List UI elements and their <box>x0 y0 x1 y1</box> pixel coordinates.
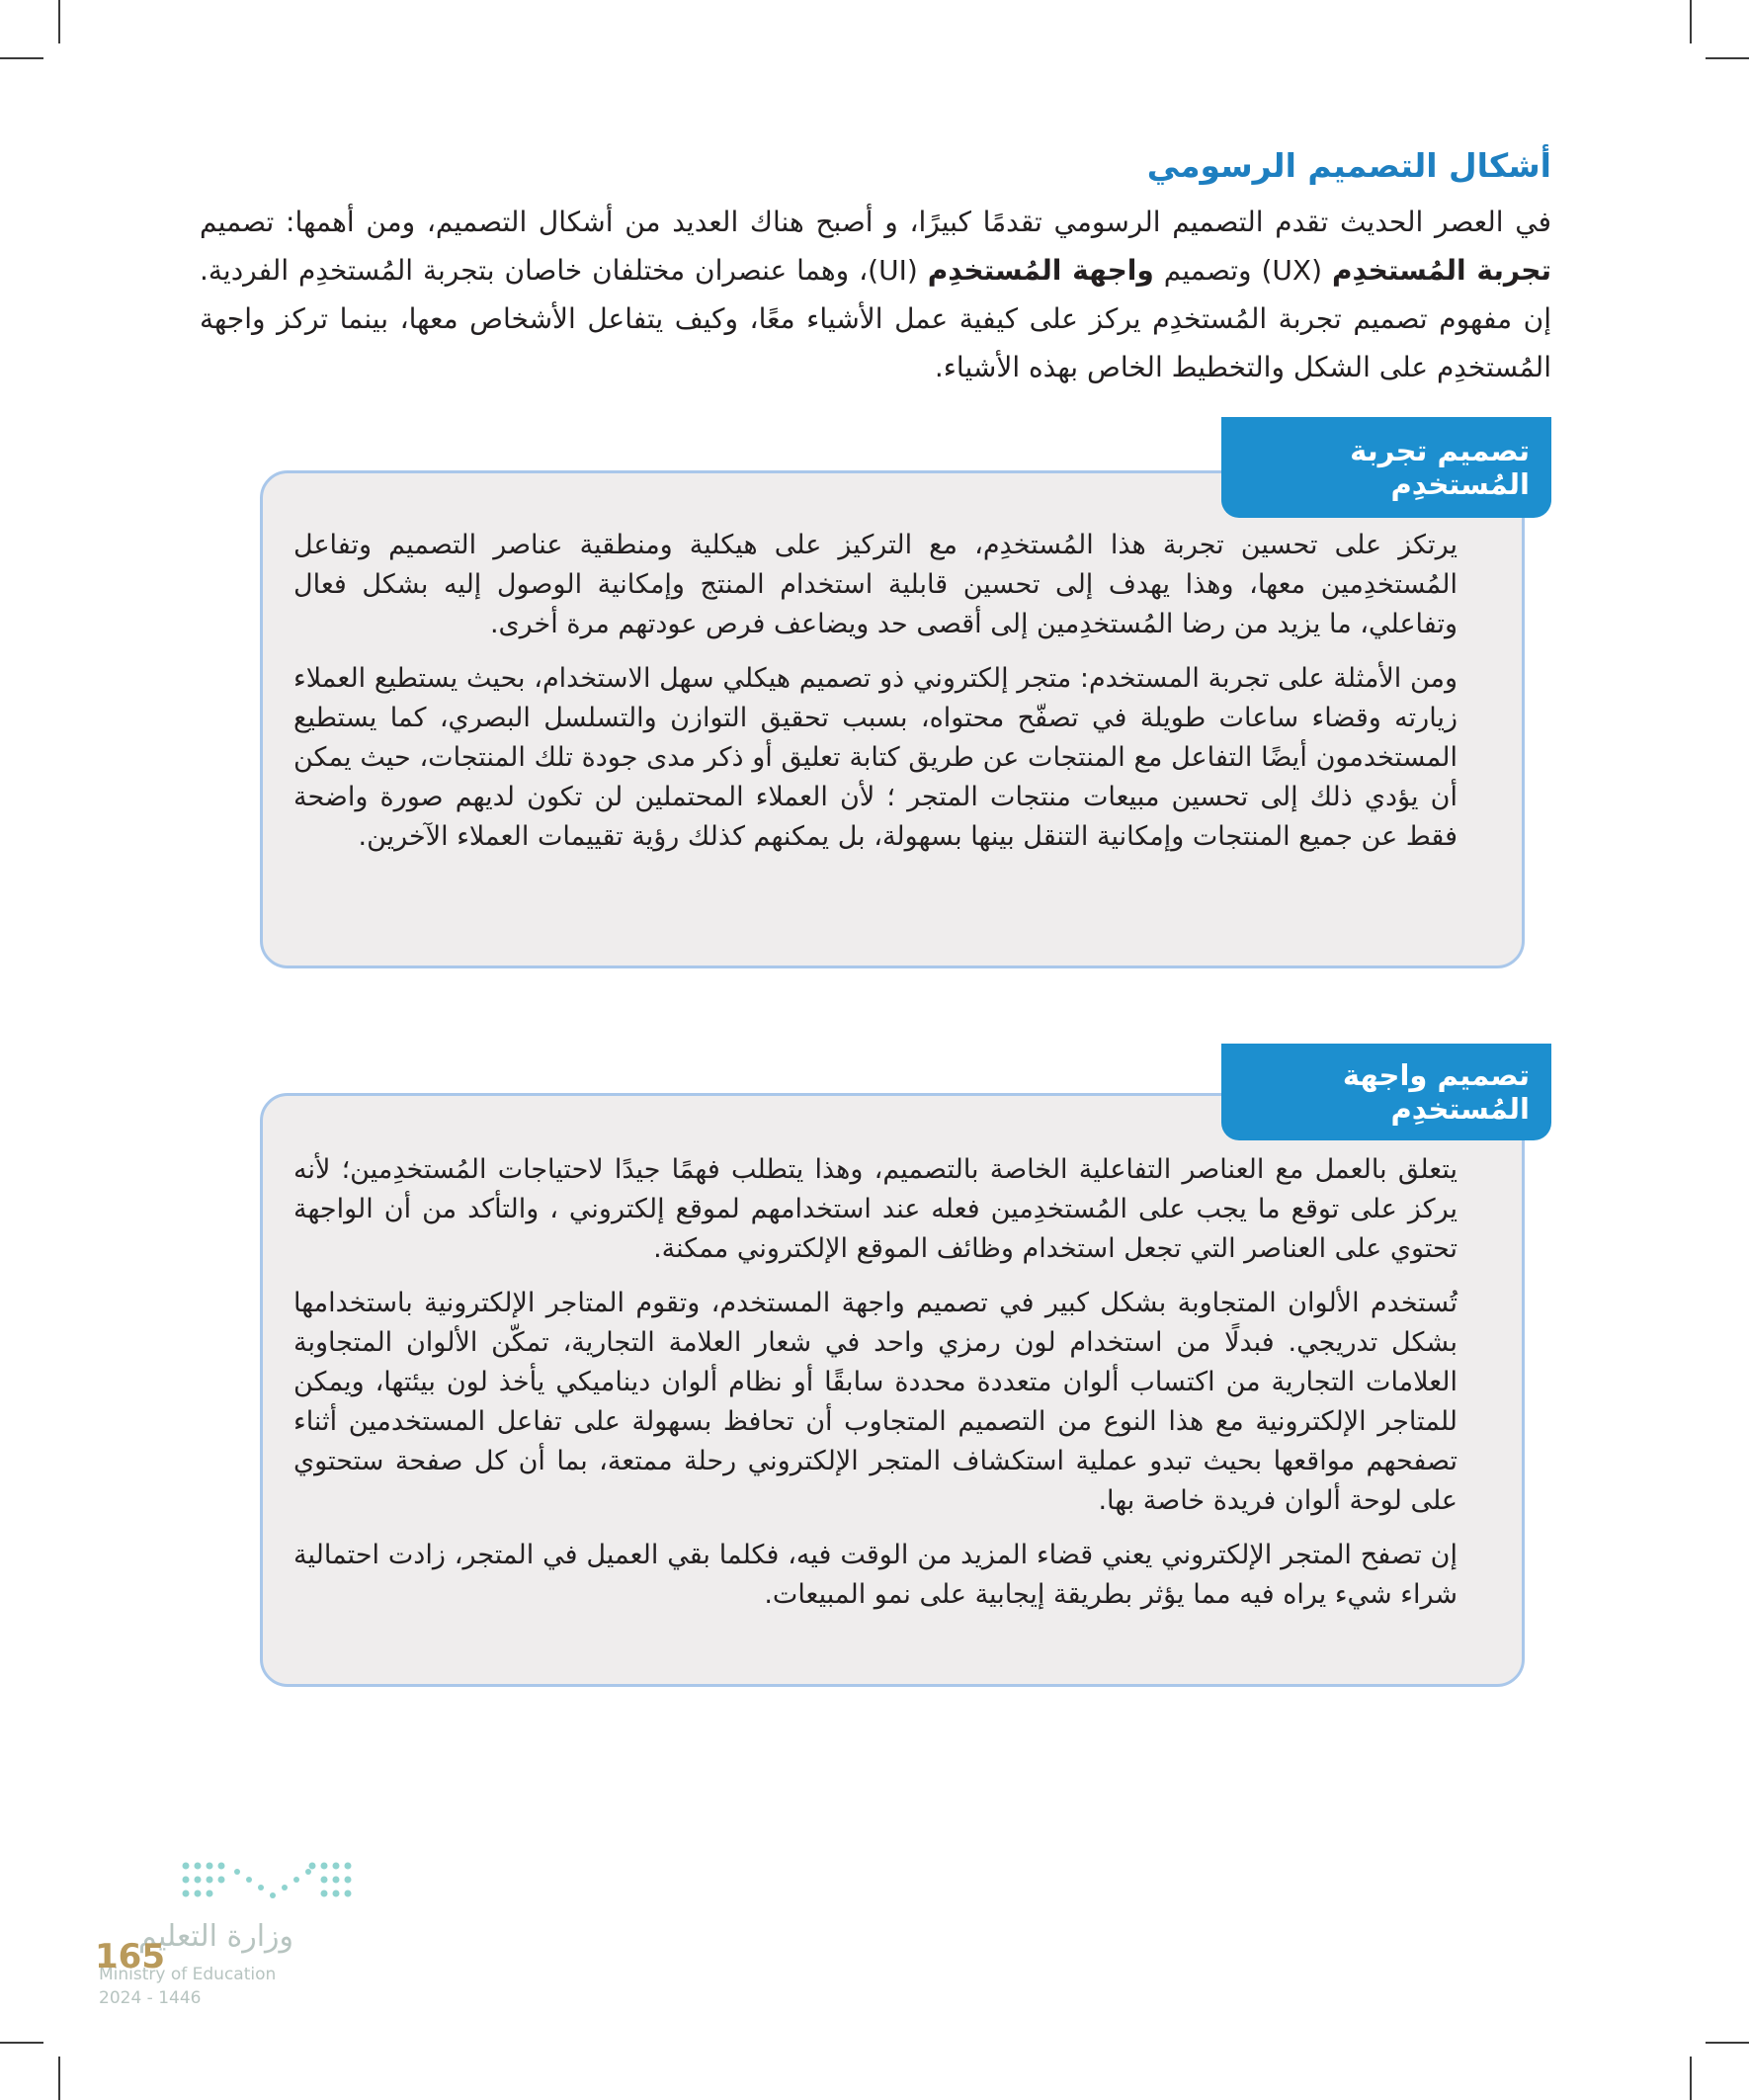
intro-text: (UX) وتصميم <box>1153 254 1332 287</box>
crop-mark <box>1690 2057 1692 2100</box>
ministry-name-arabic: وزارة التعليم <box>138 1919 294 1954</box>
crop-mark <box>0 2042 43 2044</box>
intro-paragraph <box>200 198 1551 391</box>
ux-paragraph: ومن الأمثلة على تجربة المستخدم: متجر إلكتروني ذو تصميم هيكلي سهل الاستخدام، بحيث يستطيع العملاء زيارته وقضاء ساعات طويلة في تصفّح محتواه، بسبب تحقيق التوازن والتسلسل البصري، كما يستطيع المستخدمون أيضًا التفاعل مع المنتجات عن طريق كتابة تعليق أو ذكر مدى جودة تلك المنتجات، حيث يمكن أن يؤدي ذلك إلى تحسين مبيعات منتجات المتجر ؛ لأن العملاء المحتملين لن تكون لديهم صورة واضحة فقط عن جميع المنتجات وإمكانية التنقل بينها بسهولة، بل يمكنهم كذلك رؤية تقييمات العملاء الآخرين. <box>293 663 1458 852</box>
ui-box-content <box>293 1150 1458 1630</box>
ux-box-title: تصميم تجربة المُستخدِم <box>1221 417 1551 518</box>
crop-mark <box>1706 57 1749 59</box>
ministry-logo-dots-icon <box>178 1858 356 1909</box>
term-ui: واجهة المُستخدِم <box>927 254 1154 287</box>
ui-paragraph: يتعلق بالعمل مع العناصر التفاعلية الخاصة بالتصميم، وهذا يتطلب فهمًا جيدًا لاحتياجات المُستخدِمين؛ لأنه يركز على توقع ما يجب على المُستخدِمين فعله عند استخدامهم لموقع إلكتروني ، والتأكد من أن الواجهة تحتوي على العناصر التي تجعل استخدام وظائف الموقع الإلكتروني ممكنة. <box>293 1154 1458 1264</box>
page-title: أشكال التصميم الرسومي <box>1146 146 1551 185</box>
ux-paragraph: يرتكز على تحسين تجربة هذا المُستخدِم، مع التركيز على هيكلية ومنطقية عناصر التصميم وتفاعل المُستخدِمين معها، وهذا يهدف إلى تحسين قابلية استخدام المنتج وإمكانية الوصول إليه بشكل فعال وتفاعلي، ما يزيد من رضا المُستخدِمين إلى أقصى حد ويضاعف فرص عودتهم مرة أخرى. <box>293 530 1458 639</box>
crop-mark <box>0 57 43 59</box>
ui-paragraph: تُستخدم الألوان المتجاوبة بشكل كبير في تصميم واجهة المستخدم، وتقوم المتاجر الإلكترونية باستخدامها بشكل تدريجي. فبدلًا من استخدام لون رمزي واحد في شعار العلامة التجارية، تمكّن الألوان المتجاوبة العلامات التجارية من اكتساب ألوان متعددة محددة سابقًا أو نظام ألوان ديناميكي يأخذ لون بيئتها، ويمكن للمتاجر الإلكترونية مع هذا النوع من التصميم المتجاوب أن تحافظ بسهولة على تفاعل المستخدمين أثناء تصفحهم مواقعها بحيث تبدو عملية استكشاف المتجر الإلكتروني رحلة ممتعة، بما أن كل صفحة ستحتوي على لوحة ألوان فريدة خاصة بها. <box>293 1288 1458 1516</box>
intro-text: (UI)، وهما عنصران مختلفان خاصان بتجربة المُستخدِم الفردية. إن مفهوم تصميم تجربة المُستخدِم يركز على كيفية عمل الأشياء معًا، وكيف يتفاعل الأشخاص معها، بينما تركز واجهة المُستخدِم على الشكل والتخطيط الخاص بهذه الأشياء. <box>200 254 1551 383</box>
crop-mark <box>58 0 60 43</box>
ui-box-title: تصميم واجهة المُستخدِم <box>1221 1044 1551 1140</box>
ux-box-content <box>293 526 1458 872</box>
crop-mark <box>1706 2042 1749 2044</box>
crop-mark <box>58 2057 60 2100</box>
page-number: 165 <box>95 1937 165 1976</box>
intro-text: في العصر الحديث تقدم التصميم الرسومي تقدمًا كبيرًا، و أصبح هناك العديد من أشكال التصميم، ومن أهمها: تصميم <box>200 206 1551 238</box>
crop-mark <box>1690 0 1692 43</box>
ministry-year: 2024 - 1446 <box>99 1988 202 2008</box>
term-ux: تجربة المُستخدِم <box>1331 254 1551 287</box>
ministry-name-english: Ministry of Education <box>99 1965 277 1984</box>
ui-paragraph: إن تصفح المتجر الإلكتروني يعني قضاء المزيد من الوقت فيه، فكلما بقي العميل في المتجر، زادت احتمالية شراء شيء يراه فيه مما يؤثر بطريقة إيجابية على نمو المبيعات. <box>293 1540 1458 1610</box>
